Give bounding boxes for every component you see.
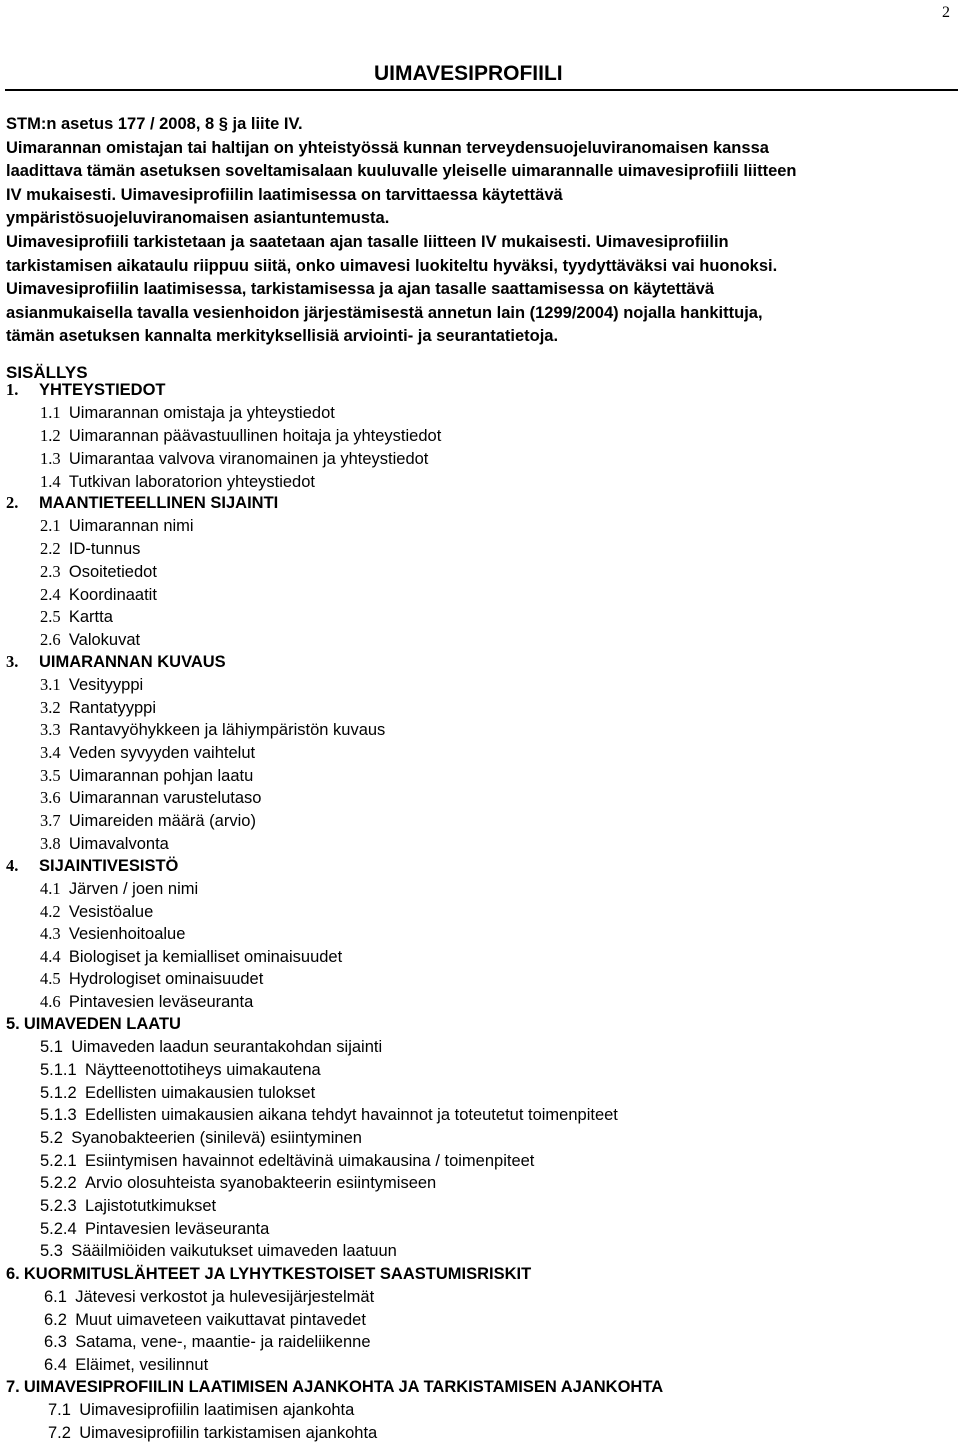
intro-line: laadittava tämän asetuksen soveltamisalaan kuuluvalle yleiselle uimarannalle uimavesiprofiili liitteen [6, 162, 797, 181]
toc-entry [40, 449, 428, 469]
toc-entry-label: Satama, vene-, maantie- ja raideliikenne [75, 1333, 371, 1351]
toc-entry-label: Edellisten uimakausien aikana tehdyt havainnot ja toteutetut toimenpiteet [84, 1106, 618, 1124]
toc-entry-label: Tutkivan laboratorion yhteystiedot [68, 473, 315, 491]
intro-line: STM:n asetus 177 / 2008, 8 § ja liite IV. [6, 115, 303, 133]
toc-entry [44, 1310, 366, 1330]
intro-line: asianmukaisella tavalla vesienhoidon järjestämisestä annetun lain (1299/2004) nojalla hankittuja, [6, 303, 763, 322]
toc-entry [40, 720, 385, 740]
toc-entry-label: Uimareiden määrä (arvio) [68, 812, 256, 830]
toc-entry-label: Rantatyyppi [68, 699, 157, 717]
toc-entry-number: 2.6 [40, 630, 61, 649]
toc-entry [40, 630, 140, 650]
toc-entry [44, 1287, 374, 1307]
toc-entry [40, 516, 194, 536]
toc-entry-number: 5. [6, 1015, 20, 1033]
toc-entry-number: 5.2.1 [40, 1152, 77, 1170]
toc-entry-label: Arvio olosuhteista syanobakteerin esiintymiseen [84, 1174, 437, 1192]
toc-entry-label: Järven / joen nimi [68, 880, 199, 898]
toc-entry-number: 5.2.3 [40, 1197, 77, 1215]
toc-entry-label: UIMAVEDEN LAATU [23, 1015, 181, 1033]
toc-entry [40, 766, 253, 786]
toc-entry-number: 5.3 [40, 1242, 63, 1260]
intro-line: IV mukaisesti. Uimavesiprofiilin laatimisessa on tarvittaessa käytettävä [6, 185, 563, 204]
toc-entry-label: Esiintymisen havainnot edeltävinä uimakausina / toimenpiteet [84, 1152, 535, 1170]
toc-entry [48, 1423, 377, 1443]
toc-entry [40, 1060, 321, 1080]
toc-entry-label: ID-tunnus [68, 540, 141, 558]
toc-entry-number: 5.2.4 [40, 1220, 77, 1238]
toc-entry-number: 6.1 [44, 1288, 67, 1306]
toc-entry [40, 562, 157, 582]
intro-line: Uimavesiprofiili tarkistetaan ja saatetaan ajan tasalle liitteen IV mukaisesti. Uimavesiprofiilin [6, 232, 729, 251]
toc-entry [40, 1241, 397, 1261]
intro-line: Uimarannan omistajan tai haltijan on yhteistyössä kunnan terveydensuojeluviranomaisen kanssa [6, 138, 769, 157]
toc-entry-number: 3.5 [40, 766, 61, 785]
toc-entry-number: 4.1 [40, 879, 61, 898]
toc-entry-number: 3.8 [40, 834, 61, 853]
toc-entry-number: 2. [6, 493, 19, 512]
toc-entry [6, 856, 178, 876]
toc-entry-number: 6.2 [44, 1311, 67, 1329]
toc-entry-label: Sääilmiöiden vaikutukset uimaveden laatuun [71, 1242, 397, 1260]
toc-entry-label: Pintavesien leväseuranta [84, 1220, 270, 1238]
toc-entry-label: Uimavesiprofiilin laatimisen ajankohta [79, 1401, 355, 1419]
toc-entry-label: Uimarannan omistaja ja yhteystiedot [68, 404, 335, 422]
toc-entry-label: Valokuvat [68, 631, 141, 649]
toc-entry [40, 1083, 315, 1103]
toc-entry [6, 1264, 531, 1284]
toc-entry [44, 1332, 371, 1352]
toc-entry-number: 3.4 [40, 743, 61, 762]
toc-entry [40, 834, 169, 854]
toc-entry [6, 652, 226, 672]
toc-entry-label: Osoitetiedot [68, 563, 157, 581]
toc-entry-number: 1. [6, 380, 19, 399]
toc-entry-label: Uimaveden laadun seurantakohdan sijainti [71, 1038, 383, 1056]
toc-entry [40, 472, 315, 492]
toc-entry-number: 5.1.2 [40, 1084, 77, 1102]
toc-entry [40, 539, 140, 559]
toc-entry-label: Uimarannan varustelutaso [68, 789, 262, 807]
toc-entry [40, 403, 335, 423]
toc-entry-number: 1.2 [40, 426, 61, 445]
toc-entry [6, 1377, 663, 1397]
toc-entry-number: 3. [6, 652, 19, 671]
toc-entry-label: Uimarannan nimi [68, 517, 194, 535]
toc-entry-label: Kartta [68, 608, 113, 626]
toc-entry [40, 1173, 436, 1193]
toc-entry-number: 5.1 [40, 1038, 63, 1056]
toc-entry [40, 902, 153, 922]
toc-entry-number: 2.4 [40, 585, 61, 604]
toc-entry-number: 1.3 [40, 449, 61, 468]
intro-line: ympäristösuojeluviranomaisen asiantuntemusta. [6, 209, 390, 228]
toc-entry-label: MAANTIETEELLINEN SIJAINTI [39, 494, 279, 512]
toc-entry-label: Veden syvyyden vaihtelut [68, 744, 256, 762]
toc-entry-number: 5.2.2 [40, 1174, 77, 1192]
toc-entry-number: 2.3 [40, 562, 61, 581]
toc-entry-label: Uimarannan pohjan laatu [68, 767, 254, 785]
toc-entry-label: Hydrologiset ominaisuudet [68, 970, 264, 988]
toc-entry [40, 1037, 382, 1057]
toc-entry [40, 879, 198, 899]
toc-entry [40, 426, 441, 446]
toc-entry-label: Pintavesien leväseuranta [68, 993, 254, 1011]
intro-line: tarkistamisen aikataulu riippuu siitä, onko uimavesi luokiteltu hyväksi, tyydyttäväksi vai huonoksi. [6, 256, 778, 275]
toc-entry-label: Biologiset ja kemialliset ominaisuudet [68, 948, 343, 966]
toc-entry-number: 3.6 [40, 788, 61, 807]
toc-entry-number: 4. [6, 856, 19, 875]
toc-entry-number: 3.1 [40, 675, 61, 694]
toc-entry-label: Uimavalvonta [68, 835, 169, 853]
toc-entry [40, 1105, 618, 1125]
toc-entry-label: YHTEYSTIEDOT [39, 381, 166, 399]
toc-entry-label: Syanobakteerien (sinilevä) esiintyminen [71, 1129, 362, 1147]
toc-entry-label: KUORMITUSLÄHTEET JA LYHYTKESTOISET SAASTUMISRISKIT [23, 1265, 532, 1283]
toc-entry [40, 811, 256, 831]
toc-entry [40, 947, 342, 967]
toc-entry-number: 5.1.1 [40, 1061, 77, 1079]
toc-entry-label: Edellisten uimakausien tulokset [84, 1084, 316, 1102]
toc-entry-label: Näytteenottotiheys uimakautena [84, 1061, 321, 1079]
toc-entry [44, 1355, 208, 1375]
toc-entry-number: 7. [6, 1378, 20, 1396]
toc-entry-label: Muut uimaveteen vaikuttavat pintavedet [75, 1311, 366, 1329]
intro-line: tämän asetuksen kannalta merkityksellisiä arviointi- ja seurantatietoja. [6, 327, 559, 346]
toc-entry-number: 2.1 [40, 516, 61, 535]
toc-entry [40, 924, 185, 944]
toc-entry-number: 1.1 [40, 403, 61, 422]
toc-entry-number: 7.1 [48, 1401, 71, 1419]
toc-entry-label: Eläimet, vesilinnut [75, 1356, 209, 1374]
toc-entry [6, 380, 166, 400]
toc-entry-label: Uimavesiprofiilin tarkistamisen ajankohta [79, 1424, 378, 1442]
toc-entry-number: 3.7 [40, 811, 61, 830]
toc-entry-label: UIMAVESIPROFIILIN LAATIMISEN AJANKOHTA JA TARKISTAMISEN AJANKOHTA [23, 1378, 664, 1396]
toc-entry [40, 698, 156, 718]
toc-entry [40, 585, 157, 605]
toc-entry-label: Koordinaatit [68, 586, 157, 604]
toc-entry-number: 7.2 [48, 1424, 71, 1442]
toc-entry-number: 5.2 [40, 1129, 63, 1147]
toc-entry-label: Lajistotutkimukset [84, 1197, 217, 1215]
toc-entry-number: 4.5 [40, 969, 61, 988]
toc-entry-label: Jätevesi verkostot ja hulevesijärjestelmät [75, 1288, 375, 1306]
title-rule [5, 89, 958, 91]
toc-entry-number: 4.4 [40, 947, 61, 966]
toc-entry [40, 743, 255, 763]
intro-text [6, 113, 954, 349]
toc-entry-number: 4.6 [40, 992, 61, 1011]
toc-entry [40, 992, 253, 1012]
toc-entry-label: UIMARANNAN KUVAUS [39, 653, 226, 671]
toc-entry-label: Vesistöalue [68, 903, 154, 921]
toc-entry-number: 2.2 [40, 539, 61, 558]
toc-entry [40, 675, 143, 695]
toc-entry-number: 2.5 [40, 607, 61, 626]
toc-entry-label: Uimarantaa valvova viranomainen ja yhteystiedot [68, 450, 429, 468]
toc-entry-number: 3.2 [40, 698, 61, 717]
toc-entry-label: Vesityyppi [68, 676, 144, 694]
page-number: 2 [942, 4, 950, 21]
toc-entry [40, 1196, 216, 1216]
toc-entry [6, 1014, 181, 1034]
toc-entry [40, 969, 263, 989]
toc-entry-number: 3.3 [40, 720, 61, 739]
toc-entry [40, 1128, 362, 1148]
toc-entry-number: 6.3 [44, 1333, 67, 1351]
toc-entry-number: 6. [6, 1265, 20, 1283]
document-title: UIMAVESIPROFIILI [374, 62, 563, 85]
toc-entry [40, 1151, 534, 1171]
toc-entry-label: Rantavyöhykkeen ja lähiympäristön kuvaus [68, 721, 386, 739]
toc-entry-number: 4.3 [40, 924, 61, 943]
intro-line: Uimavesiprofiilin laatimisessa, tarkistamisessa ja ajan tasalle saattamisessa on käytettävä [6, 280, 715, 299]
toc-entry [6, 493, 278, 513]
toc-entry [40, 1219, 269, 1239]
toc-entry-label: Vesienhoitoalue [68, 925, 186, 943]
toc-entry-number: 1.4 [40, 472, 61, 491]
toc-entry-number: 4.2 [40, 902, 61, 921]
toc-entry-number: 5.1.3 [40, 1106, 77, 1124]
toc-entry [40, 607, 113, 627]
toc-heading: SISÄLLYS [6, 363, 88, 382]
toc-entry [48, 1400, 354, 1420]
toc-entry [40, 788, 261, 808]
toc-entry-number: 6.4 [44, 1356, 67, 1374]
toc-entry-label: Uimarannan päävastuullinen hoitaja ja yhteystiedot [68, 427, 442, 445]
toc-entry-label: SIJAINTIVESISTÖ [39, 857, 179, 875]
